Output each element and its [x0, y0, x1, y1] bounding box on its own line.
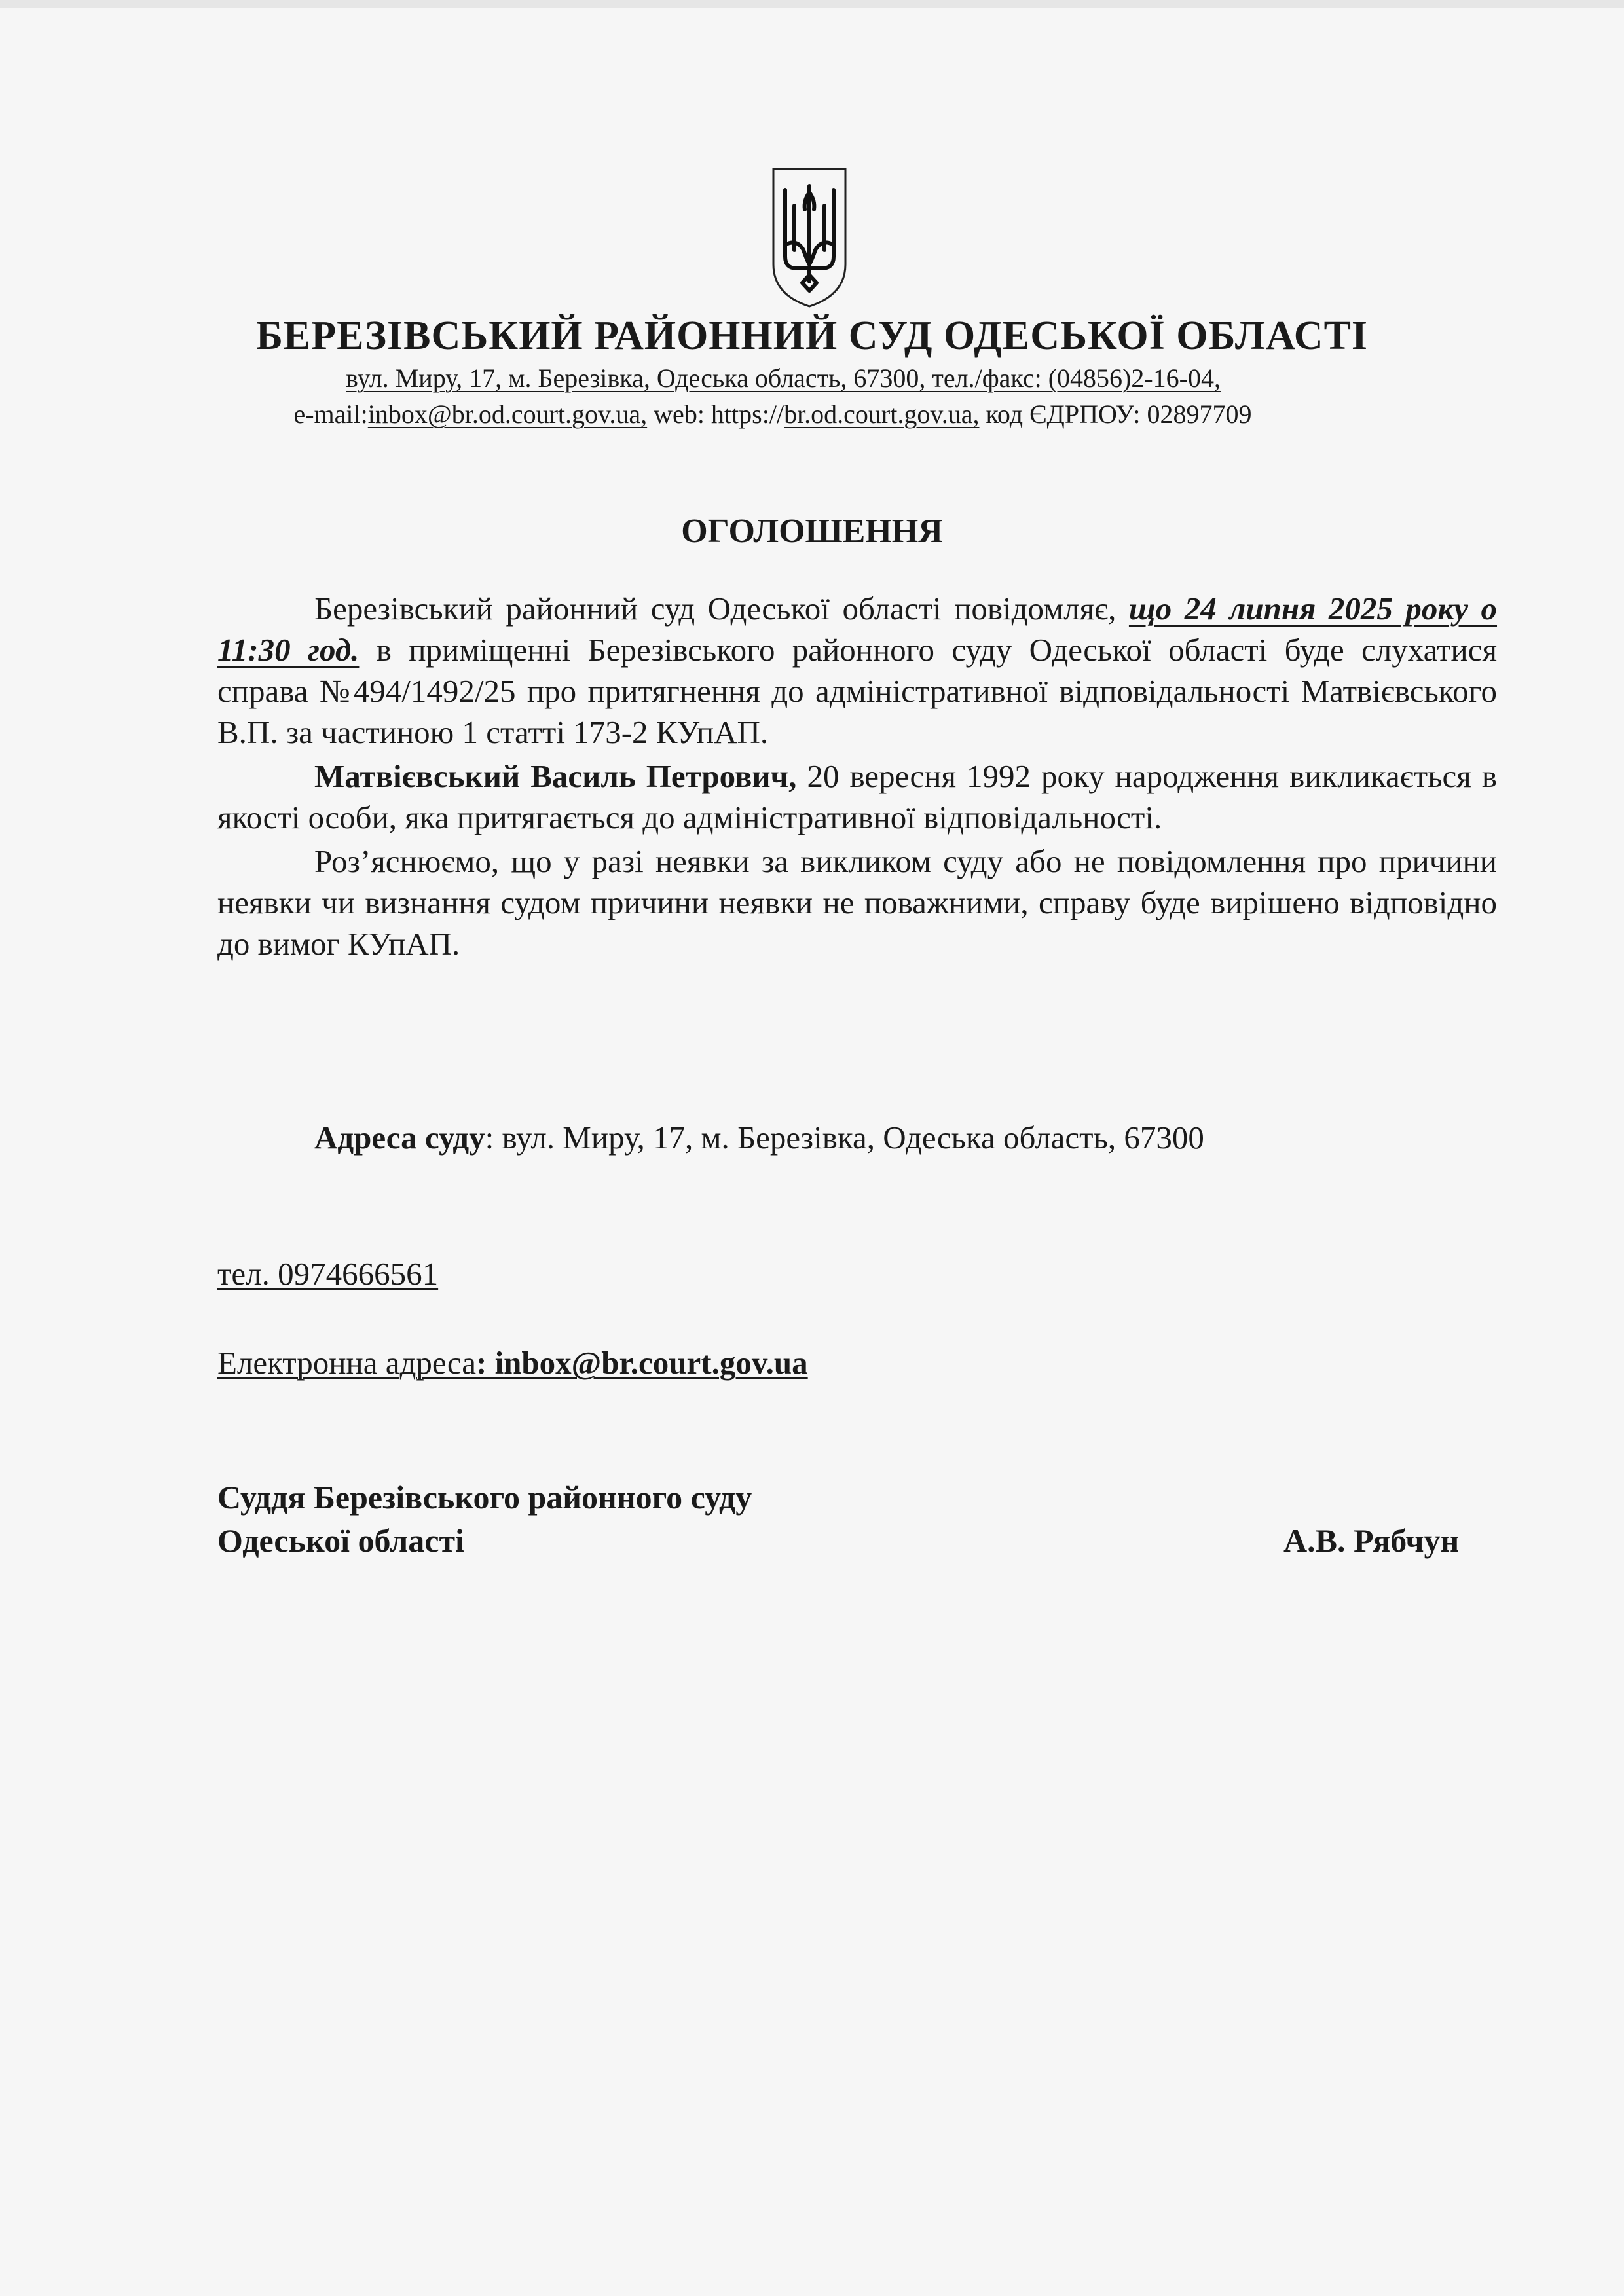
announcement-body	[217, 588, 1497, 967]
judge-position-line1: Суддя Березівського районного суду	[217, 1479, 752, 1516]
contact-email	[217, 1342, 808, 1383]
judge-position-line2: Одеської області	[217, 1522, 464, 1559]
person-name: Матвієвський Василь Петрович,	[314, 758, 797, 794]
p2-rest: 20 вересня 1992 року народження викликається в якості особи, яка притягається до адміністративної відповідальності.	[217, 758, 1497, 835]
paragraph-warning: Роз’яснюємо, що у разі неявки за викликом суду або не повідомлення про причини неявки чи визнання судом причини неявки не поважними, справу буде вирішено відповідно до вимог КУпАП.	[217, 843, 1497, 962]
email-prefix: e-mail:	[293, 399, 368, 429]
trident-emblem-icon	[771, 166, 848, 309]
address-value: : вул. Миру, 17, м. Березівка, Одеська область, 67300	[485, 1120, 1204, 1156]
web-prefix: web: https://	[647, 399, 784, 429]
p1-start: Березівський районний суд Одеської області повідомляє,	[314, 591, 1129, 627]
hearing-datetime: що 24 липня 2025 року о 11:30 год.	[217, 591, 1498, 668]
address-label: Адреса суду	[314, 1120, 485, 1156]
contact-phone	[217, 1253, 438, 1294]
court-email-link[interactable]: inbox@br.od.court.gov.ua,	[367, 399, 648, 429]
court-address-line	[0, 359, 1595, 397]
court-address-block	[314, 1117, 1559, 1158]
email-value-link[interactable]: : inbox@br.court.gov.ua	[476, 1345, 808, 1381]
p1-rest: в приміщенні Березівського районного суду Одеської області буде слухатися справа №494/1492/25 про притягнення до адміністративної відповідальності Матвієвського В.П. за частиною 1 статті 173-2 КУпАП.	[217, 632, 1498, 750]
judge-name: А.В. Рябчун	[1283, 1522, 1460, 1559]
scan-edge	[0, 0, 1624, 8]
edrpou-code: код ЄДРПОУ: 02897709	[979, 399, 1252, 429]
paragraph-hearing	[217, 588, 1497, 753]
phone-number[interactable]: тел. 0974666561	[217, 1256, 439, 1292]
document-title: ОГОЛОШЕННЯ	[681, 513, 943, 550]
court-name: БЕРЕЗІВСЬКИЙ РАЙОННИЙ СУД ОДЕСЬКОЇ ОБЛАСТІ	[255, 314, 1369, 358]
court-address: вул. Миру, 17, м. Березівка, Одеська область, 67300, тел./факс: (04856)2-16-04,	[346, 363, 1221, 393]
paragraph-summoned-person	[217, 756, 1497, 838]
court-web-link[interactable]: br.od.court.gov.ua,	[784, 399, 980, 429]
court-contacts-line	[0, 395, 1585, 433]
email-label: Електронна адреса	[217, 1345, 476, 1381]
